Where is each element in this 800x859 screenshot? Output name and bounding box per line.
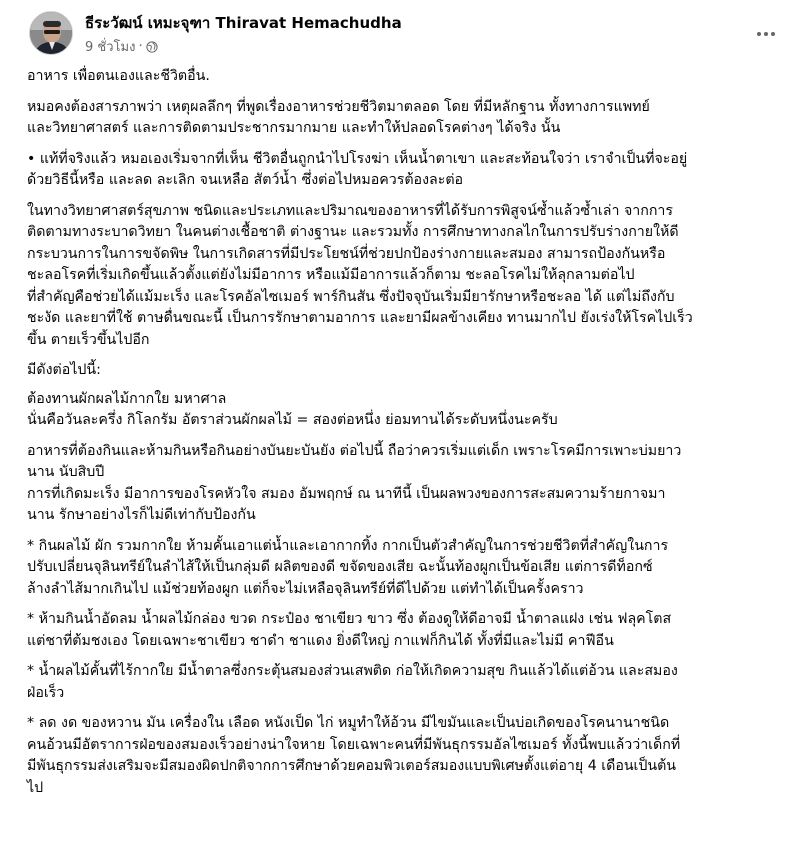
post-paragraph: อาหารที่ต้องกินและห้ามกินหรือกินอย่างบันยะบันยัง ต่อไปนี้ ถือว่าควรเริ่มแต่เด็ก เพราะโรคมีการเพาะบ่มยาว นาน นับสิบปี การที่เกิดมะเร็ง มีอาการของโรคหัวใจ สมอง อัมพฤกษ์ ณ นาทีนี้ เป็นผลพวงของการสะสมความร้ายกาจมา นาน รักษาอย่างไรก็ไม่ดีเท่ากับป้องกัน	[27, 442, 682, 523]
post-meta	[85, 36, 158, 57]
post-paragraph: หมอคงต้องสารภาพว่า เหตุผลลึกๆ ที่พูดเรื่องอาหารช่วยชีวิตมาตลอด โดย ที่มีหลักฐาน ทั้งทางการแพทย์ และวิทยาศาสตร์ และการติดตามประชากรมากมาย และทำให้ปลอดโรคต่างๆ ได้จริง นั้น	[27, 98, 650, 136]
post-paragraph: มีดังต่อไปนี้:	[27, 362, 101, 378]
post-paragraph: * น้ำผลไม้คั้นที่ไร้กากใย มีน้ำตาลซึ่งกระตุ้นสมองส่วนเสพติด ก่อให้เกิดความสุข กินแล้วได้แต่อ้วน และสมอง ฝ่อเร็ว	[27, 663, 678, 701]
post-paragraph: • แท้ที่จริงแล้ว หมอเองเริ่มจากที่เห็น ชีวิตอื่นถูกนำไปโรงฆ่า เห็นน้ำตาเขา และสะท้อนใจว่า เราจำเป็นที่จะอยู่ ด้วยวิธีนี้หรือ และลด ละเลิก จนเหลือ สัตว์น้ำ ซึ่งต่อไปหมอควรต้องละต่อ	[27, 150, 688, 188]
post-time[interactable]: 9 ชั่วโมง	[85, 40, 136, 55]
post-paragraph: * ห้ามกินน้ำอัดลม น้ำผลไม้กล่อง ขวด กระป๋อง ชาเขียว ขาว ซึ่ง ต้องดูให้ดีอาจมี น้ำตาลแฝง เช่น ฟลุคโตส แต่ชาที่ต้มชงเอง โดยเฉพาะชาเขียว ชาดำ ชาแดง ยิ่งดีใหญ่ กาแฟก็กินได้ ทั้งที่มีและไม่มี คาฟีอีน	[27, 611, 672, 649]
post-paragraph: ต้องทานผักผลไม้กากใย มหาศาล นั่นคือวันละครึ่ง กิโลกรัม อัตราส่วนผักผลไม้ = สองต่อหนึ่ง ย่อมทานได้ระดับหนึ่งนะครับ	[27, 390, 558, 428]
more-options-icon[interactable]	[754, 22, 778, 46]
post-paragraph: * ลด งด ของหวาน มัน เครื่องใน เลือด หนังเป็ด ไก่ หมูทำให้อ้วน มีไขมันและเป็นบ่อเกิดของโรคนานาชนิด คนอ้วนมีอัตราการฝ่อของสมองเร็วอย่างน่าใจหาย โดยเฉพาะคนที่มีพันธุกรรมอัลไซเมอร์ ทั้งนี้พบแล้วว่าเด็กที่ มีพันธุกรรมส่งเสริมจะมีสมองผิดปกติจากการศึกษาด้วยคอมพิวเตอร์สมองแบบพิเศษตั้งแต่อายุ 4 เดือนเป็นต้น ไป	[27, 715, 681, 796]
meta-separator: ·	[138, 39, 143, 54]
post-paragraph: * กินผลไม้ ผัก รวมกากใย ห้ามคั้นเอาแต่น้ำและเอากากทิ้ง กากเป็นตัวสำคัญในการช่วยชีวิตที่สำคัญในการ ปรับเปลี่ยนจุลินทรีย์ในลำไส้ให้เป็นกลุ่มดี ผลิตของดี ขจัดของเสีย ฉะนั้นท้องผูกเป็นข้อเสีย แต่การดีท็อกซ์ ล้างลำไส้มากเกินไป แม้ช่วยท้องผูก แต่ก็จะไม่เหลือจุลินทรีย์ที่ดีไปด้วย แต่ทำได้เป็นครั้งคราว	[27, 537, 669, 597]
avatar[interactable]	[29, 11, 73, 55]
post-header	[0, 0, 800, 66]
post-content	[27, 66, 787, 808]
post-title: อาหาร เพื่อตนเองและชีวิตอื่น.	[27, 68, 210, 84]
avatar-photo-icon	[30, 12, 73, 55]
author-name[interactable]: ธีระวัฒน์ เหมะจุฑา Thiravat Hemachudha	[85, 14, 402, 32]
globe-icon[interactable]	[146, 41, 158, 53]
post-paragraph: ในทางวิทยาศาสตร์สุขภาพ ชนิดและประเภทและปริมาณของอาหารที่ได้รับการพิสูจน์ซ้ำแล้วซ้ำเล่า จากการ ติดตามทางระบาดวิทยา ในคนต่างเชื้อชาติ ต่างฐานะ และรวมทั้ง การศึกษาทางกลไกในการปรับร่างกายให้ดี กระบวนการในการขจัดพิษ ในการเกิดสารที่มีประโยชน์ที่ช่วยปกป้องร่างกายและสมอง สามารถป้องกันหรือ ชะลอโรคที่เริ่มเกิดขึ้นแล้วตั้งแต่ยังไม่มีอาการ หรือแม้มีอาการแล้วก็ตาม ชะลอโรคไม่ให้ลุกลามต่อไป ที่สำคัญคือช่วยได้แม้มะเร็ง และโรคอัลไซเมอร์ พาร์กินสัน ซึ่งปัจจุบันเริ่มมียารักษาหรือชะลอ ได้ แต่ไม่ถึงกับ ชะงัด และยาที่ใช้ ตาษดื่นขณะนี้ เป็นการรักษาตามอาการ และยามีผลข้างเคียง ทานมากไป ยังเร่งให้โรคไปเร็ว ขึ้น ตายเร็วขึ้นไปอีก	[27, 202, 693, 348]
